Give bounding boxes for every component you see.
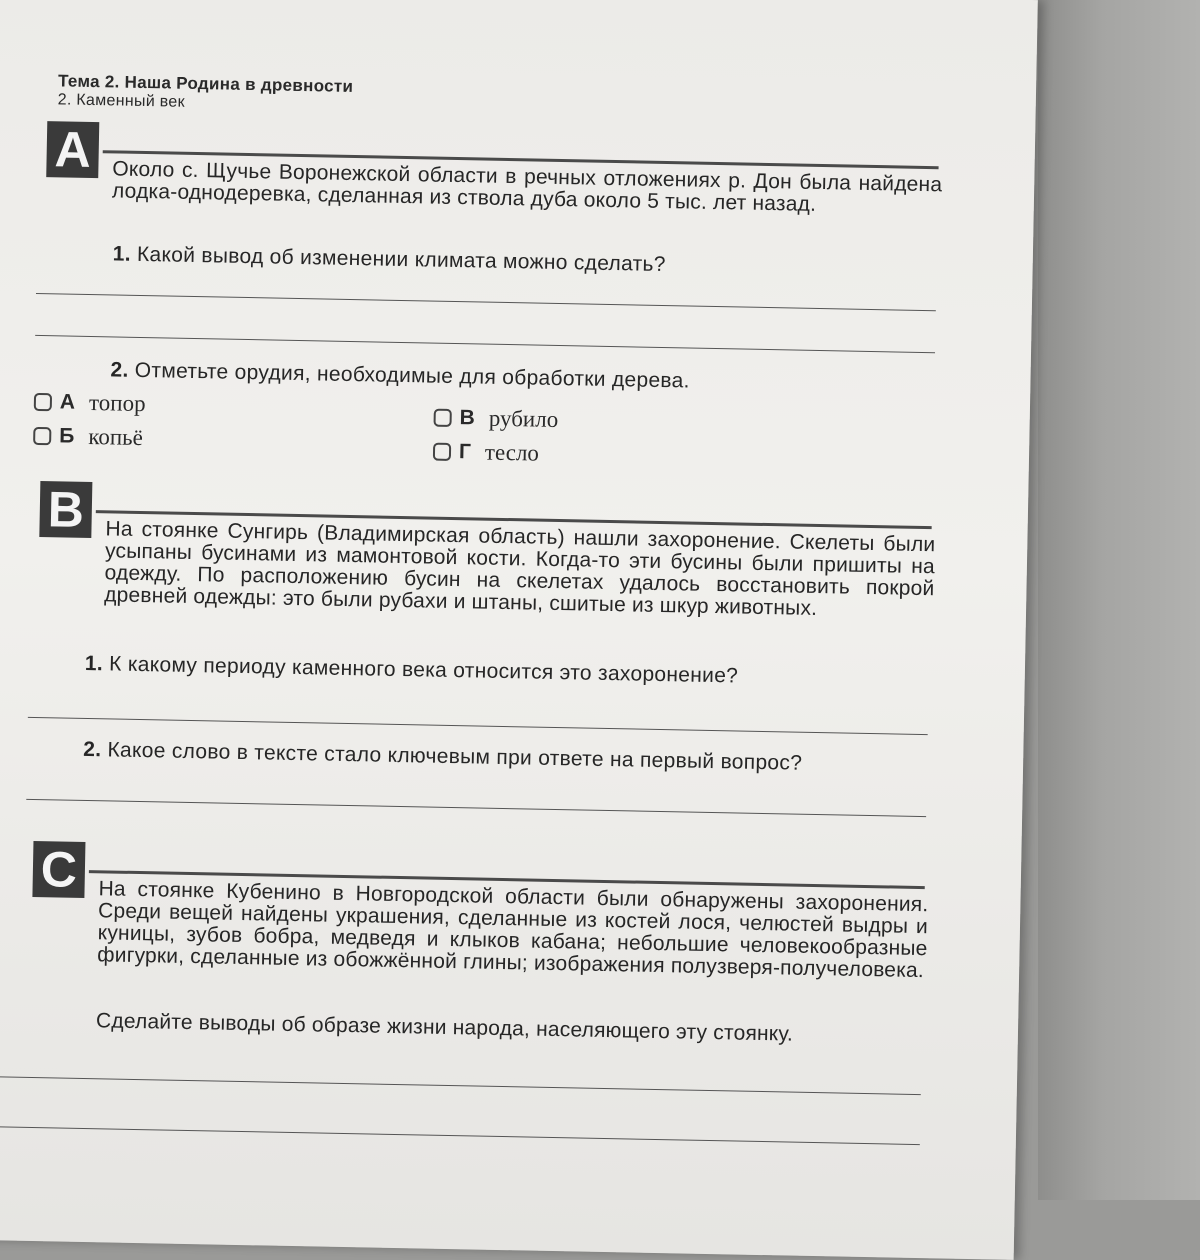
section-a-text: Около с. Щучье Воронежской области в речных отложениях р. Дон была найдена лодка-однодеревка, сделанная из ствола дуба около 5 тыс. лет назад. <box>111 157 943 216</box>
answer-line[interactable] <box>28 717 928 735</box>
option-letter: Б <box>59 424 75 448</box>
topic-title: Тема 2. Наша Родина в древности <box>57 71 354 96</box>
option-a[interactable] <box>34 389 146 417</box>
option-label: рубило <box>488 405 559 432</box>
checkbox[interactable] <box>434 409 452 427</box>
section-a-question-1 <box>113 242 666 277</box>
question-text: Отметьте орудия, необходимые для обработки дерева. <box>134 358 690 393</box>
answer-line[interactable] <box>35 335 935 353</box>
option-v[interactable] <box>433 405 558 433</box>
section-c-task: Сделайте выводы об образе жизни народа, населяющего эту стоянку. <box>95 1009 794 1046</box>
checkbox[interactable] <box>433 443 451 461</box>
option-letter: В <box>459 406 476 430</box>
section-c-badge: C <box>32 841 85 898</box>
section-b-question-2 <box>83 738 802 776</box>
section-b <box>40 481 940 775</box>
section-c <box>33 841 933 1046</box>
question-number: 1. <box>84 651 104 676</box>
background-surface <box>1038 0 1200 1200</box>
question-number: 2. <box>83 737 102 762</box>
section-a <box>47 121 947 466</box>
section-a-badge: A <box>46 121 99 178</box>
section-b-text: На стоянке Сунгирь (Владимирская область) нашли захоронение. Скелеты были усыпаны бусинами из мамонтовой кости. Когда-то эти бусины были пришиты на одежду. По расположению бусин на скелетах удалось восстановить покрой древней одежды: это были рубахи и штаны, сшитые из шкур животных. <box>103 517 936 620</box>
section-a-question-2 <box>110 358 690 393</box>
answer-line[interactable] <box>0 1076 921 1095</box>
option-b[interactable] <box>33 423 143 451</box>
checkbox[interactable] <box>34 393 52 411</box>
option-label: копьё <box>88 423 144 451</box>
question-text: Какое слово в тексте стало ключевым при ответе на первый вопрос? <box>107 738 803 775</box>
answer-line[interactable] <box>0 1126 920 1145</box>
option-letter: А <box>59 390 76 414</box>
checkbox[interactable] <box>33 427 51 445</box>
question-text: К какому периоду каменного века относится это захоронение? <box>108 652 739 688</box>
option-letter: Г <box>458 440 472 464</box>
option-label: тесло <box>484 439 540 466</box>
question-number: 2. <box>110 358 129 382</box>
lesson-title: 2. Каменный век <box>57 91 186 111</box>
option-label: топор <box>88 389 146 417</box>
option-g[interactable] <box>433 439 539 467</box>
section-b-question-1 <box>85 652 739 689</box>
section-b-badge: B <box>39 481 92 538</box>
section-c-text: На стоянке Кубенино в Новгородской области были обнаружены захоронения. Среди вещей найдены украшения, сделанные из костей лося, челюстей выдры и куницы, зубов бобра, медведя и клыков кабана; небольшие человекообразные фигурки, сделанные из обожжённой глины; изображения полузверя-получеловека. <box>97 877 929 983</box>
question-text: Какой вывод об изменении климата можно сделать? <box>136 242 666 277</box>
answer-line[interactable] <box>26 799 926 817</box>
question-number: 1. <box>112 242 132 266</box>
answer-line[interactable] <box>36 293 936 311</box>
